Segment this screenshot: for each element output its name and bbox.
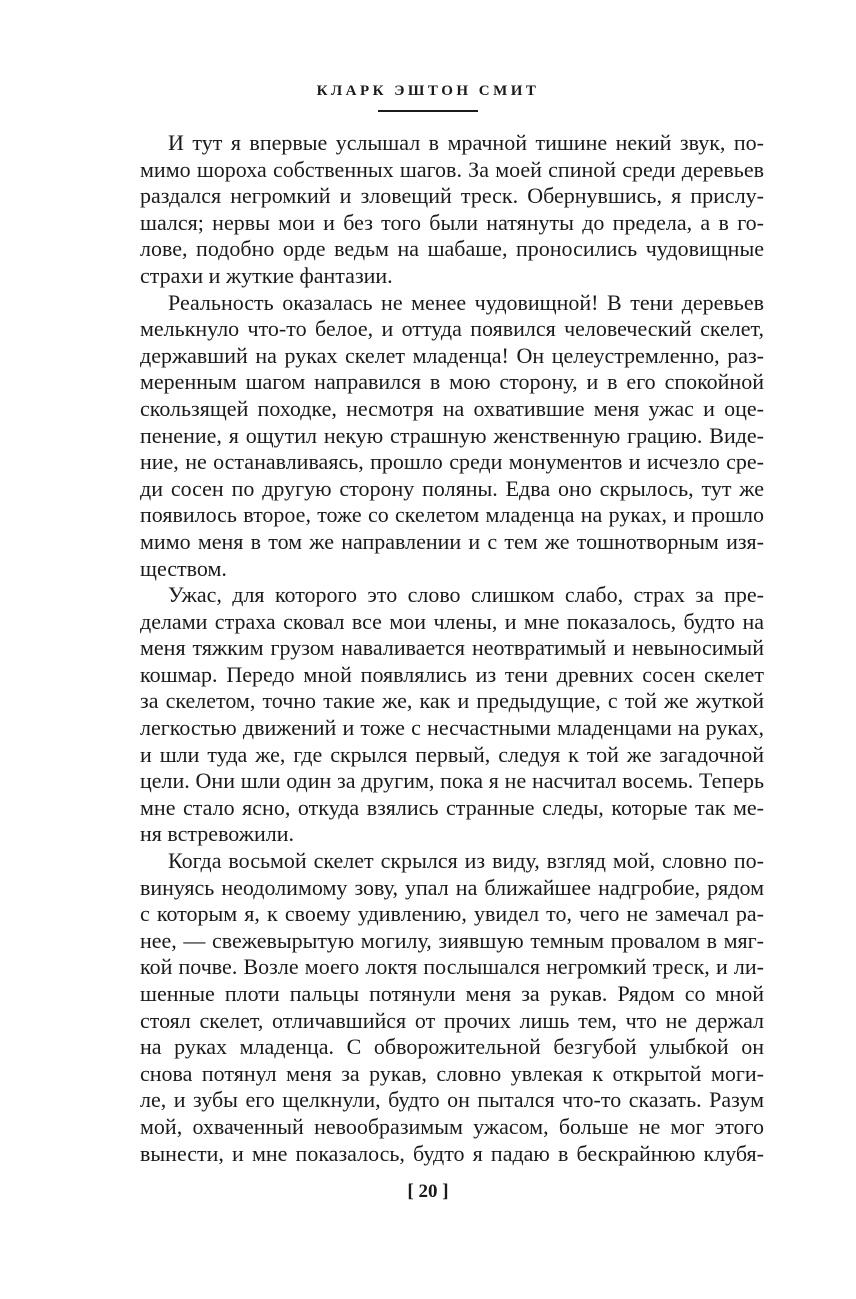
- text-line: шенные плоти пальцы потянули меня за рукав. Рядом со мной: [140, 981, 764, 1006]
- paragraph: [140, 582, 764, 848]
- text-line: цели. Они шли один за другим, пока я не насчитал восемь. Теперь: [140, 768, 764, 794]
- text-line: мой, охваченный невообразимым ужасом, больше не мог этого: [140, 1113, 764, 1139]
- text-line: шался; нервы мои и без того были натянуты до предела, а в го-: [140, 209, 764, 235]
- text-line: вынести, и мне показалось, будто я падаю в бескрайнюю клубя-: [140, 1140, 764, 1166]
- text-line: мне стало ясно, откуда взялись странные следы, которые так ме-: [140, 794, 764, 820]
- text-line: Ужас, для которого это слово слишком слабо, страх за пре-: [168, 582, 764, 608]
- page-number: [ 20 ]: [407, 1181, 449, 1202]
- text-line: появилось второе, тоже со скелетом младенца на руках, и прошло: [140, 502, 764, 528]
- text-line: Когда восьмой скелет скрылся из виду, взгляд мой, словно по-: [168, 848, 764, 874]
- body-text: [140, 130, 764, 1167]
- text-line: винуясь неодолимому зову, упал на ближайшее надгробие, рядом: [140, 874, 764, 900]
- text-line: делами страха сковал все мои члены, и мне показалось, будто на: [140, 608, 764, 634]
- paragraph: [140, 130, 764, 290]
- text-line: ня встревожили.: [140, 821, 294, 847]
- text-line: ле, и зубы его щелкнули, будто он пытался что-то сказать. Разум: [140, 1087, 764, 1113]
- text-line: ние, не останавливаясь, прошло среди монументов и исчезло сре-: [140, 449, 764, 475]
- text-line: за скелетом, точно такие же, как и предыдущие, с той же жуткой: [140, 688, 764, 714]
- text-line: кошмар. Передо мной появлялись из тени древних сосен скелет: [140, 661, 764, 687]
- running-title: КЛАРК ЭШТОН СМИТ: [316, 83, 540, 99]
- text-line: на руках младенца. С обворожительной безгубой улыбкой он: [140, 1034, 764, 1060]
- paragraph: [140, 848, 764, 1167]
- text-line: с которым я, к своему удивлению, увидел то, чего не замечал ра-: [140, 901, 764, 927]
- text-line: кой почве. Возле моего локтя послышался негромкий треск, и ли-: [140, 954, 764, 980]
- text-line: меня тяжким грузом наваливается неотвратимый и невыносимый: [140, 635, 764, 661]
- text-line: скользящей походке, несмотря на охватившие меня ужас и оце-: [140, 395, 764, 421]
- text-line: державший на руках скелет младенца! Он целеустремленно, раз-: [140, 342, 764, 368]
- text-line: мимо шороха собственных шагов. За моей спиной среди деревьев: [140, 156, 764, 182]
- text-line: стоял скелет, отличавшийся от прочих лишь тем, что не держал: [140, 1007, 764, 1033]
- text-line: нее, — свежевырытую могилу, зиявшую темным провалом в мяг-: [140, 927, 764, 953]
- text-line: ди сосен по другую сторону поляны. Едва оно скрылось, тут же: [140, 475, 764, 501]
- text-line: страхи и жуткие фантазии.: [140, 262, 393, 288]
- header-rule: [378, 110, 478, 112]
- paragraph: [140, 290, 764, 583]
- text-line: мимо меня в том же направлении и с тем же тошнотворным изя-: [140, 528, 764, 554]
- text-line: лове, подобно орде ведьм на шабаше, проносились чудовищные: [140, 236, 764, 262]
- text-line: легкостью движений и тоже с несчастными младенцами на руках,: [140, 715, 764, 741]
- text-line: ществом.: [140, 555, 227, 581]
- text-line: и шли туда же, где скрылся первый, следуя к той же загадочной: [140, 741, 764, 767]
- text-line: Реальность оказалась не менее чудовищной! В тени деревьев: [168, 289, 764, 315]
- text-line: И тут я впервые услышал в мрачной тишине некий звук, по-: [168, 130, 764, 155]
- text-line: меренным шагом направился в мою сторону, и в его спокойной: [140, 369, 764, 395]
- text-line: снова потянул меня за рукав, словно увлекая к открытой моги-: [140, 1060, 764, 1086]
- text-line: пенение, я ощутил некую страшную женственную грацию. Виде-: [140, 422, 764, 448]
- text-line: раздался негромкий и зловещий треск. Обернувшись, я прислу-: [140, 183, 764, 209]
- text-line: мелькнуло что-то белое, и оттуда появился человеческий скелет,: [140, 316, 764, 342]
